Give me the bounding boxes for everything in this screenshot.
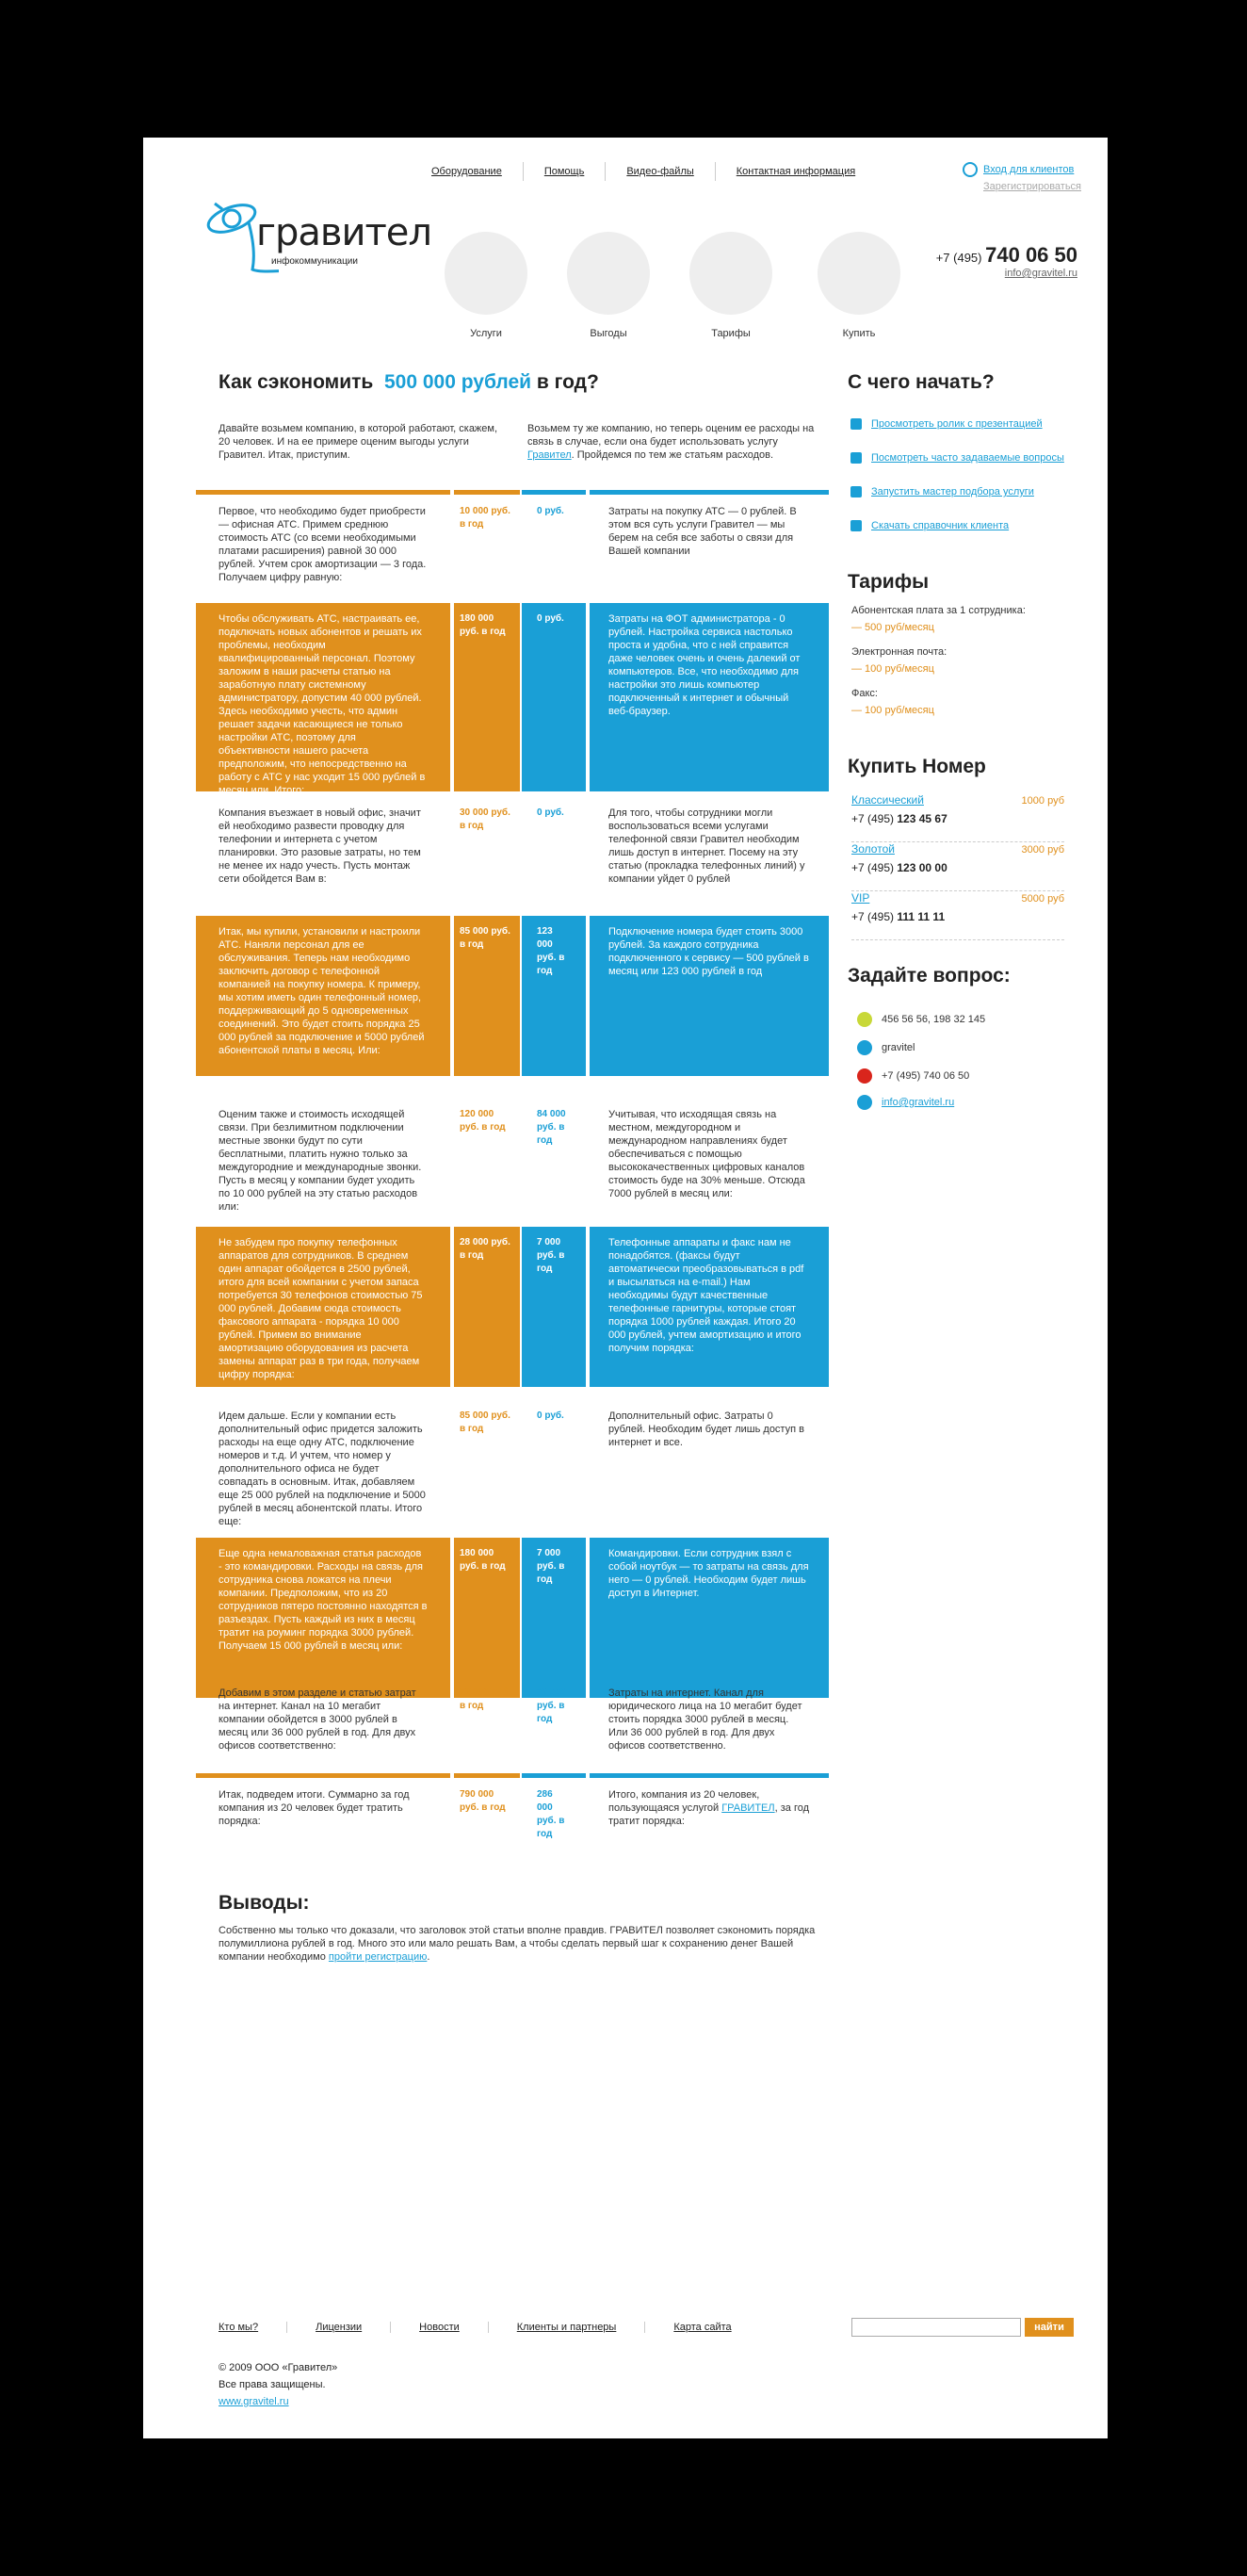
column-bar bbox=[196, 490, 450, 495]
circle-buy[interactable] bbox=[818, 232, 900, 339]
register-link[interactable]: пройти регистрацию bbox=[328, 1951, 428, 1963]
column-bar bbox=[522, 1773, 586, 1778]
tariff-item: Факс: — 100 руб/месяц bbox=[851, 688, 934, 716]
footer-link-about[interactable]: Кто мы? bbox=[219, 2322, 287, 2333]
phone-icon bbox=[857, 1068, 872, 1084]
number-offer[interactable]: Золотой 3000 руб +7 (495) 123 00 00 bbox=[851, 842, 1064, 891]
column-bar bbox=[590, 1773, 829, 1778]
column-bar bbox=[196, 1773, 450, 1778]
gravitel-link[interactable]: ГРАВИТЕЛ bbox=[721, 1802, 775, 1814]
wizard-icon bbox=[850, 486, 862, 497]
icq-icon bbox=[857, 1012, 872, 1027]
footer-link-news[interactable]: Новости bbox=[391, 2322, 489, 2333]
circle-benefits[interactable] bbox=[567, 232, 650, 339]
table-row: Еще одна немаловажная статья расходов - это командировки. Расходы на связь для сотрудника снова ложатся на плечи компании. Предположим, что из 20 сотрудников пятеро постоянно находятся в разъездах. Пусть каждый из них в месяц тратит на роуминг порядка 3000 рублей. Получаем 15 000 рублей в месяц или: 180 000 руб. в год 7 000 руб. в год Командировки. Если сотрудник взял с собой ноутбук — то затраты на связь для него — 0 рублей. Необходим будет лишь доступ в Интернет. bbox=[196, 1538, 829, 1698]
top-nav bbox=[431, 162, 876, 181]
intro-right: Возьмем ту же компанию, но теперь оценим ее расходы на связь в случае, если она будет использовать услугу Гравител. Пройдемся по тем же статьям расходов. bbox=[527, 423, 815, 461]
footer-link-sitemap[interactable]: Карта сайта bbox=[673, 2322, 732, 2333]
gravitel-link[interactable]: Гравител bbox=[527, 449, 572, 461]
search-input[interactable] bbox=[851, 2318, 1021, 2337]
table-row: Идем дальше. Если у компании есть дополнительный офис придется заложить расходы на еще одну АТС, подключение номеров и т.д. И учтем, что номер у дополнительного офиса не будет совпадать в основным. Итак, добавляем еще 25 000 рублей на подключение и 5000 рублей в месяц абонентской платы. Итого еще: 85 000 руб. в год 0 руб. Дополнительный офис. Затраты 0 рублей. Необходим будет лишь доступ в интернет и все. bbox=[219, 1410, 804, 1527]
header-email[interactable]: info@gravitel.ru bbox=[1004, 268, 1077, 279]
start-title: С чего начать? bbox=[848, 371, 995, 393]
table-row: Компания въезжает в новый офис, значит ей необходимо развести проводку для телефонии и интернета с учетом планировки. Это разовые затраты, но тем не менее их надо учесть. Пусть монтаж сети обойдется Вам в: 30 000 руб. в год 0 руб. Для того, чтобы сотрудники могли воспользоваться всеми услугами телефонной связи Гравител необходим лишь доступ в интернет. Посему на эту статью (прокладка телефонных линий) у компании уйдет 0 рублей bbox=[219, 807, 805, 885]
start-link-video[interactable]: Просмотреть ролик с презентацией bbox=[850, 418, 1043, 430]
table-row: Чтобы обслуживать АТС, настраивать ее, подключать новых абонентов и решать их проблемы, необходим квалифицированный персонал. Поэтому заложим в наши расчеты статью на заработную плату системному администратору, допустим 40 000 рублей. Здесь необходимо учесть, что админ решает задачи касающиеся не только настройки АТС, поэтому для объективности нашего расчета предположим, что непосредственно на работу с АТС у нас уходит 15 000 рублей в месяц или. Итого: 180 000 руб. в год 0 руб. Затраты на ФОТ администратора - 0 рублей. Настройка сервиса настолько проста и удобна, что с ней справится даже человек очень и очень далекий от компьютеров. Все, что необходимо для настройки это лишь компьютер подключенный к интернет и обычный веб-браузер. bbox=[196, 603, 829, 791]
faq-icon bbox=[850, 452, 862, 464]
skype-icon bbox=[857, 1040, 872, 1055]
page bbox=[143, 138, 1108, 2438]
contact-phone: +7 (495) 740 06 50 bbox=[857, 1068, 969, 1084]
copyright: © 2009 ООО «Гравител» Все права защищены. www.gravitel.ru bbox=[219, 2362, 338, 2407]
circle-label: Тарифы bbox=[711, 328, 751, 339]
ask-title: Задайте вопрос: bbox=[848, 965, 1011, 986]
footer-link-licenses[interactable]: Лицензии bbox=[287, 2322, 391, 2333]
conclusion-text: Собственно мы только что доказали, что заголовок этой статьи вполне правдив. ГРАВИТЕЛ позволяет сэкономить порядка полумиллиона рублей в год. Много это или мало решать Вам, а чтобы сделать первый шаг к сохранению денег Вашей компании необходимо пройти регистрацию. bbox=[219, 1925, 816, 1963]
circle-services[interactable] bbox=[445, 232, 527, 339]
table-row: Добавим в этом разделе и статью затрат на интернет. Канал на 10 мегабит компании обойдется в 3000 рублей в месяц или 36 000 рублей в год. Для двух офисов соответственно: 72 000 руб. в год 72 000 руб. в год Затраты на интернет. Канал для юридического лица на 10 мегабит будет стоить порядка 3000 рублей в месяц. Или 36 000 рублей в год. Для двух офисов соответственно. bbox=[219, 1687, 802, 1752]
table-row: Не забудем про покупку телефонных аппаратов для сотрудников. В среднем один аппарат обойдется в 2500 рублей, итого для всей компании с учетом запаса потребуется 30 телефонов стоимостью 75 000 рублей. Добавим сюда стоимость факсового аппарата - порядка 10 000 рублей. Примем во внимание амортизацию оборудования из расчета замены аппарат раз в три года, получаем цифру порядка: 28 000 руб. в год 7 000 руб. в год Телефонные аппараты и факс нам не понадобятся. (факсы будут автоматически преобразовываться в pdf и высылаться на e-mail.) Нам необходимы будут качественные телефонные гарнитуры, которые стоят порядка 1000 рублей каждая. Итого 20 000 рублей, учтем амортизацию и итого получим порядка: bbox=[196, 1227, 829, 1387]
circle-label: Услуги bbox=[470, 328, 502, 339]
video-icon bbox=[850, 418, 862, 430]
contact-skype: gravitel bbox=[857, 1040, 915, 1055]
table-row: Итак, мы купили, установили и настроили АТС. Наняли персонал для ее обслуживания. Теперь нам необходимо заключить договор с телефонной компанией на покупку номера. К примеру, мы хотим иметь один телефонный номер, поддерживающий до 5 одновременных соединений. Это будет стоить порядка 25 000 рублей за подключение и 5000 рублей абонентской платы в месяц. Или: 85 000 руб. в год 123 000 руб. в год Подключение номера будет стоить 3000 рублей. За каждого сотрудника подключенного к сервису — 500 рублей в месяц или 123 000 рублей в год bbox=[196, 916, 829, 1076]
start-link-handbook[interactable]: Скачать справочник клиента bbox=[850, 520, 1009, 531]
conclusion-title: Выводы: bbox=[219, 1892, 310, 1914]
circle-label: Выгоды bbox=[590, 328, 627, 339]
circle-label: Купить bbox=[842, 328, 876, 339]
column-bar bbox=[454, 490, 520, 495]
download-icon bbox=[850, 520, 862, 531]
buy-title: Купить Номер bbox=[848, 756, 986, 777]
tariff-item: Абонентская плата за 1 сотрудника: — 500 руб/месяц bbox=[851, 605, 1026, 633]
table-row: Оценим также и стоимость исходящей связи. При безлимитном подключении местные звонки будут по сути бесплатными, платить нужно только за междугородние и международные звонки. Пусть в месяц у компании будет уходить по 10 000 рублей на эту статью расходов или: 120 000 руб. в год 84 000 руб. в год Учитывая, что исходящая связь на местном, междугородном и международном направлениях будет обеспечиваться с помощью высококачественных цифровых каналов стоимость буде на 30% меньше. Отсюда 7000 рублей в месяц или: bbox=[219, 1109, 805, 1213]
register-link[interactable]: Зарегистрироваться bbox=[983, 181, 1082, 192]
column-bar bbox=[522, 490, 586, 495]
footer-search bbox=[851, 2318, 1074, 2337]
login-icon bbox=[963, 162, 978, 177]
number-offer[interactable]: Классический 1000 руб +7 (495) 123 45 67 bbox=[851, 793, 1064, 842]
phone-prefix: +7 (495) bbox=[935, 251, 982, 265]
site-link[interactable]: www.gravitel.ru bbox=[219, 2396, 289, 2407]
tariff-item: Электронная почта: — 100 руб/месяц bbox=[851, 646, 947, 675]
phone-number: 740 06 50 bbox=[985, 243, 1077, 267]
logo-subtitle: инфокоммуникации bbox=[271, 256, 358, 267]
start-link-faq[interactable]: Посмотреть часто задаваемые вопросы bbox=[850, 452, 1064, 464]
header-contacts bbox=[927, 243, 1077, 279]
search-button[interactable]: найти bbox=[1025, 2318, 1074, 2337]
table-row-total: Итак, подведем итоги. Суммарно за год компания из 20 человек будет тратить порядка: 790 000 руб. в год 286 000 руб. в год Итого, компания из 20 человек, пользующаяся услугой ГРАВИТЕЛ, за год тратит порядка: bbox=[219, 1789, 810, 1839]
footer-nav bbox=[219, 2322, 760, 2333]
nav-video[interactable]: Видео-файлы bbox=[606, 162, 715, 181]
column-bar bbox=[454, 1773, 520, 1778]
footer-link-clients[interactable]: Клиенты и партнеры bbox=[489, 2322, 646, 2333]
mail-icon bbox=[857, 1095, 872, 1110]
page-title: Как сэкономить 500 000 рублей в год? bbox=[219, 371, 599, 393]
tariffs-title: Тарифы bbox=[848, 571, 930, 593]
contact-email[interactable]: info@gravitel.ru bbox=[857, 1095, 954, 1110]
logo[interactable] bbox=[194, 194, 431, 279]
column-bar bbox=[590, 490, 829, 495]
start-link-wizard[interactable]: Запустить мастер подбора услуги bbox=[850, 486, 1034, 497]
logo-brand: гравител bbox=[256, 211, 431, 254]
circle-tariffs[interactable] bbox=[689, 232, 772, 339]
nav-contacts[interactable]: Контактная информация bbox=[736, 166, 856, 177]
number-offer[interactable]: VIP 5000 руб +7 (495) 111 11 11 bbox=[851, 891, 1064, 940]
contact-icq: 456 56 56, 198 32 145 bbox=[857, 1012, 985, 1027]
nav-equipment[interactable]: Оборудование bbox=[431, 162, 524, 181]
login-link[interactable]: Вход для клиентов bbox=[983, 164, 1075, 175]
table-row: Первое, что необходимо будет приобрести — офисная АТС. Примем среднюю стоимость АТС (со всеми необходимыми платами расширения) равной 30 000 рублей. Учтем срок амортизации — 3 года. Получаем цифру равную: 10 000 руб. в год 0 руб. Затраты на покупку АТС — 0 рублей. В этом вся суть услуги Гравител — мы берем на себя все заботы о связи для Вашей компании bbox=[219, 506, 797, 583]
login-block bbox=[963, 162, 1081, 192]
nav-help[interactable]: Помощь bbox=[524, 162, 607, 181]
intro-left: Давайте возьмем компанию, в которой работают, скажем, 20 человек. И на ее примере оценим выгоды услуги Гравител. Итак, приступим. bbox=[219, 423, 498, 461]
